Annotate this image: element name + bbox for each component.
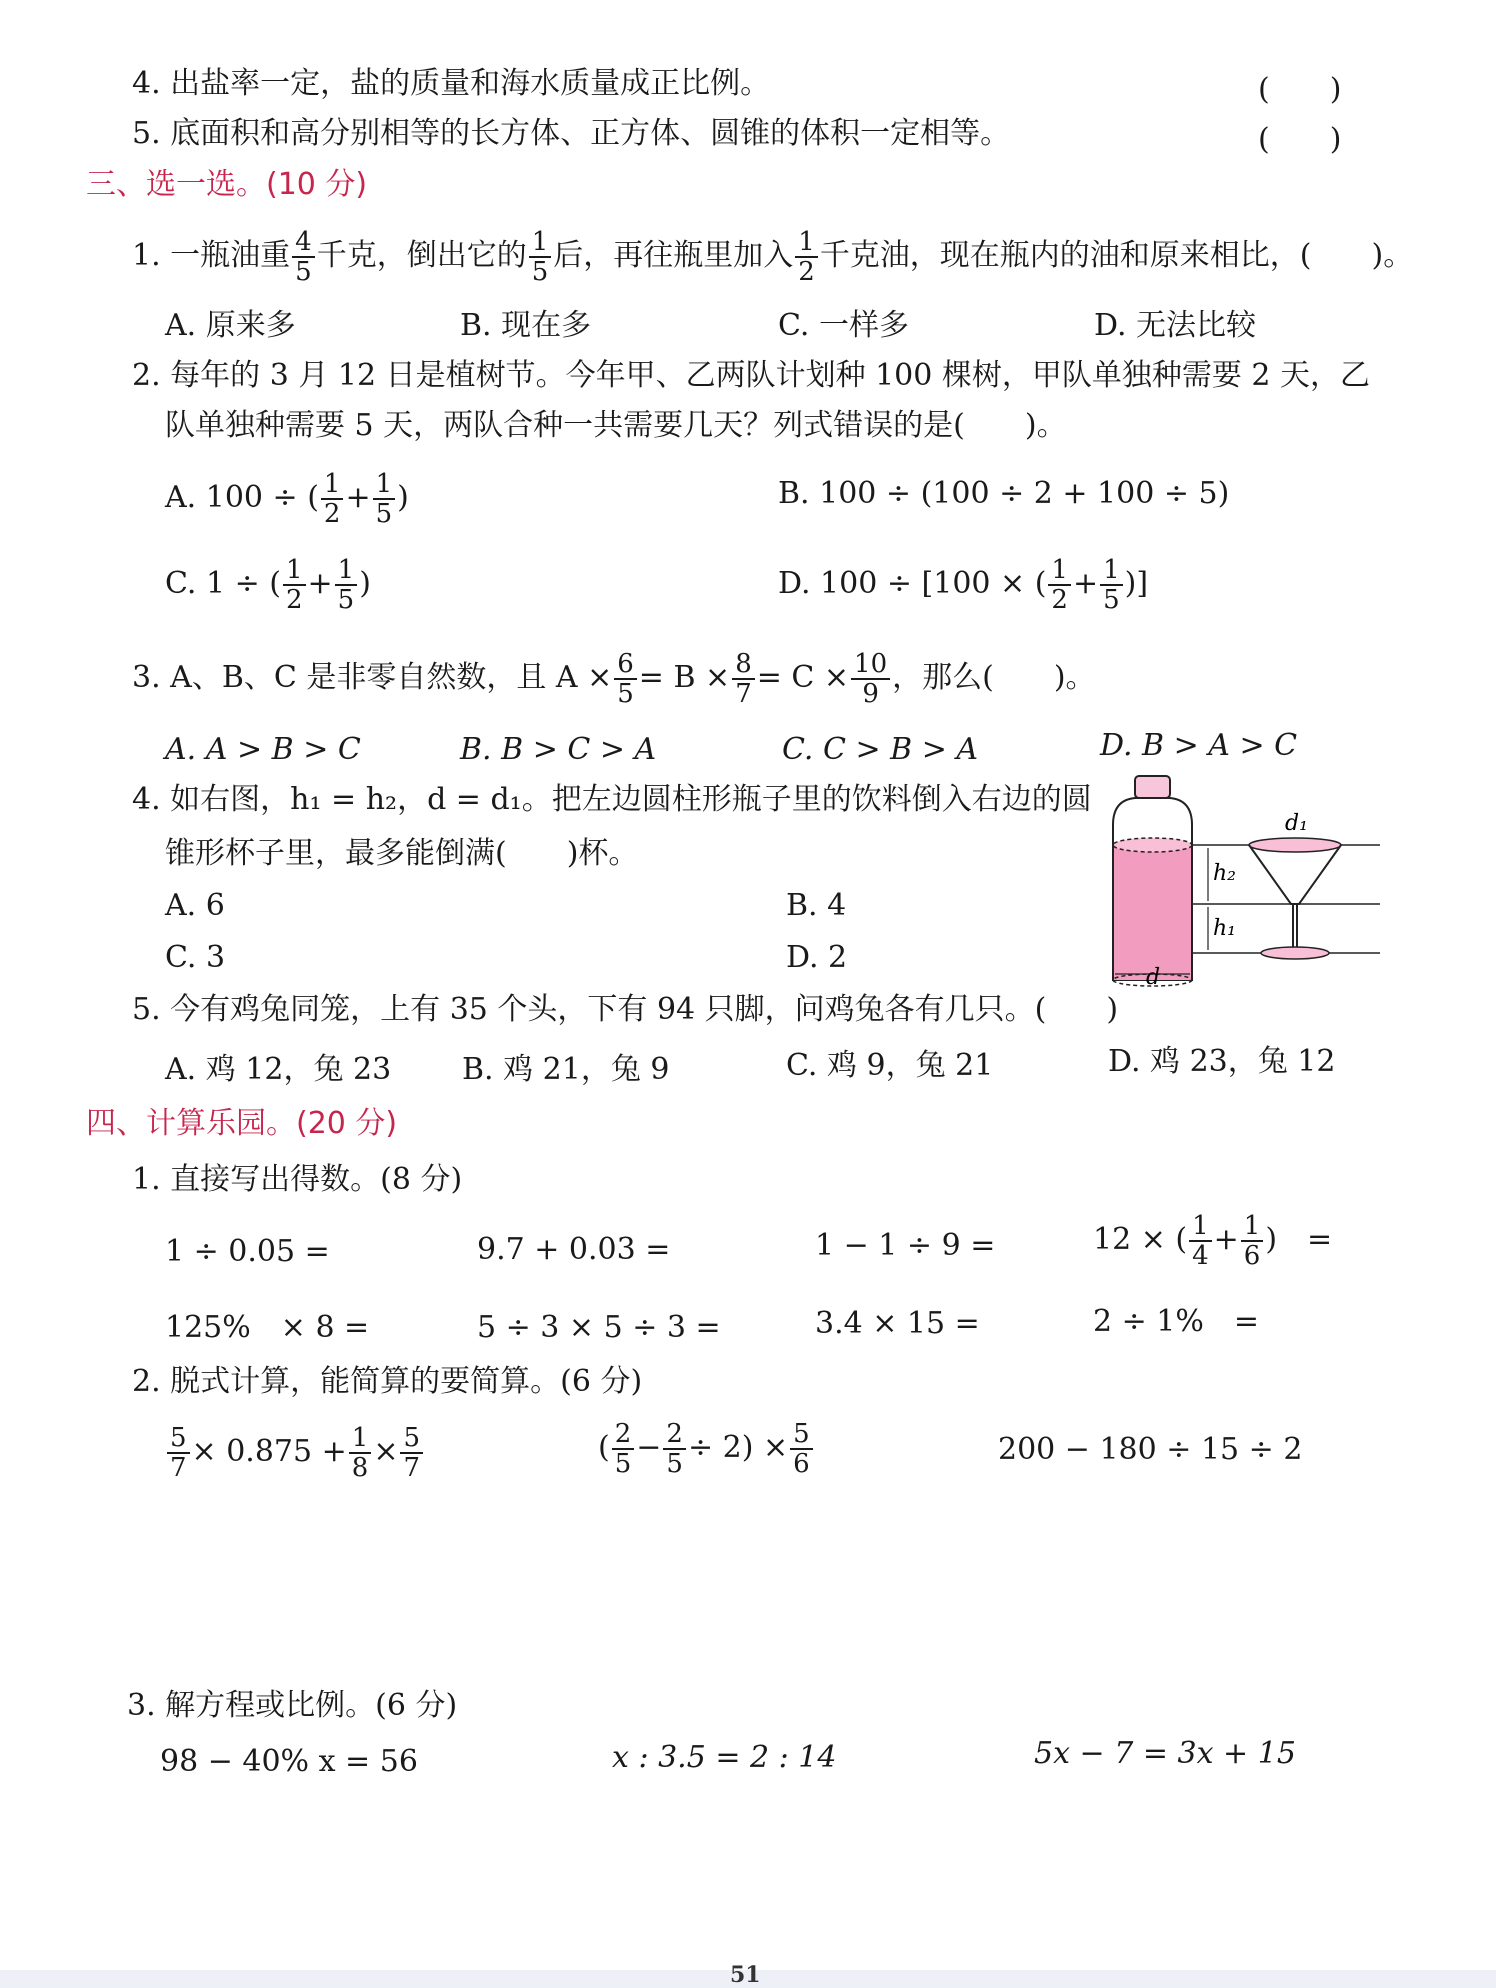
calc-item: 1 − 1 ÷ 9 =: [815, 1228, 996, 1263]
question-3: 3. A、B、C 是非零自然数，且 A × $\frac{6}{5}$ = B × $\frac{8}{7}$ = C × $\frac{10}{9}$ ，那么( )。: [132, 649, 1096, 709]
page-number: 51: [730, 1962, 761, 1988]
calc-item: 3.4 × 15 =: [815, 1306, 980, 1341]
fraction: $\frac{1}{5}$: [373, 470, 396, 528]
fraction: $\frac{1}{5}$: [1100, 556, 1123, 614]
fraction: $\frac{5}{6}$: [790, 1420, 813, 1478]
question-4-line2: 锥形杯子里，最多能倒满( )杯。: [165, 836, 639, 871]
option-c[interactable]: C. C > B > A: [782, 732, 979, 767]
option-d[interactable]: D. 鸡 23，兔 12: [1108, 1044, 1336, 1079]
cup-cone: [1249, 845, 1341, 904]
bottle-cup-figure: [1095, 770, 1385, 990]
option-b[interactable]: B. 100 ÷ (100 ÷ 2 + 100 ÷ 5): [778, 476, 1230, 511]
fraction: $\frac{5}{7}$: [167, 1424, 190, 1482]
calc-item: ( $\frac{2}{5}$ − $\frac{2}{5}$ ÷ 2) × $\frac{5}{6}$: [598, 1420, 815, 1478]
label-h2: h₂: [1213, 861, 1236, 886]
option-b[interactable]: B. 4: [786, 888, 847, 923]
part-2-title: 2. 脱式计算，能简算的要简算。(6 分): [132, 1364, 643, 1399]
option-b[interactable]: B. 鸡 21，兔 9: [462, 1052, 670, 1087]
fraction: $\frac{1}{5}$: [529, 228, 552, 286]
cup-base: [1261, 947, 1329, 959]
question-4-line1: 4. 如右图，h₁ = h₂，d = d₁。把左边圆柱形瓶子里的饮料倒入右边的圆: [132, 782, 1092, 817]
fraction: $\frac{2}{5}$: [612, 1420, 635, 1478]
section-title: 四、计算乐园。(20 分): [86, 1106, 398, 1141]
equation: 5x − 7 = 3x + 15: [1034, 1736, 1296, 1771]
calc-item: 125% × 8 =: [165, 1310, 370, 1345]
fraction: $\frac{1}{2}$: [321, 470, 344, 528]
option-d[interactable]: D. 100 ÷ [100 × ( $\frac{1}{2}$ + $\frac{1}{5}$ )]: [778, 555, 1149, 615]
calc-item: 200 − 180 ÷ 15 ÷ 2: [998, 1432, 1303, 1467]
question-1: 1. 一瓶油重 $\frac{4}{5}$ 千克，倒出它的 $\frac{1}{5}$ 后，再往瓶里加入 $\frac{1}{2}$ 千克油，现在瓶内的油和原来相比，( )。: [132, 227, 1414, 287]
option-d[interactable]: D. B > A > C: [1100, 728, 1298, 763]
judge-q4: 4. 出盐率一定，盐的质量和海水质量成正比例。: [132, 66, 771, 101]
drink-fill: [1113, 845, 1192, 980]
fraction: $\frac{1}{5}$: [335, 556, 358, 614]
option-a[interactable]: A. 100 ÷ ( $\frac{1}{2}$ + $\frac{1}{5}$ ): [165, 469, 409, 529]
option-a[interactable]: A. 6: [165, 888, 225, 923]
equation: x : 3.5 = 2 : 14: [612, 1740, 837, 1775]
fraction: $\frac{4}{5}$: [292, 228, 315, 286]
fraction: $\frac{1}{4}$: [1189, 1212, 1212, 1270]
question-2-line1: 2. 每年的 3 月 12 日是植树节。今年甲、乙两队计划种 100 棵树，甲队单独种需要 2 天，乙: [132, 358, 1371, 393]
question-5: 5. 今有鸡兔同笼，上有 35 个头，下有 94 只脚，问鸡兔各有几只。( ): [132, 992, 1119, 1027]
part-3-title: 3. 解方程或比例。(6 分): [127, 1688, 458, 1723]
option-b[interactable]: B. B > C > A: [460, 732, 657, 767]
label-d: d: [1146, 965, 1161, 990]
answer-paren[interactable]: ( ): [1258, 72, 1342, 107]
judge-q5: 5. 底面积和高分别相等的长方体、正方体、圆锥的体积一定相等。: [132, 116, 1011, 151]
answer-paren[interactable]: ( ): [1258, 122, 1342, 157]
fraction: $\frac{1}{8}$: [349, 1424, 372, 1482]
option-d[interactable]: D. 无法比较: [1094, 308, 1257, 343]
cup-rim: [1249, 838, 1341, 852]
equation: 98 − 40% x = 56: [160, 1744, 418, 1779]
fraction: $\frac{10}{9}$: [851, 650, 890, 708]
calc-item: $\frac{5}{7}$ × 0.875 + $\frac{1}{8}$ × $\frac{5}{7}$: [165, 1424, 425, 1482]
option-a[interactable]: A. 鸡 12，兔 23: [165, 1052, 392, 1087]
calc-item: 12 × ( $\frac{1}{4}$ + $\frac{1}{6}$ ) =: [1093, 1211, 1333, 1271]
part-1-title: 1. 直接写出得数。(8 分): [132, 1162, 463, 1197]
fraction: $\frac{1}{6}$: [1241, 1212, 1264, 1270]
calc-item: 9.7 + 0.03 =: [477, 1232, 671, 1267]
fraction: $\frac{2}{5}$: [663, 1420, 686, 1478]
option-c[interactable]: C. 一样多: [778, 308, 909, 343]
fraction: $\frac{1}{2}$: [283, 556, 306, 614]
option-c[interactable]: C. 鸡 9，兔 21: [786, 1048, 994, 1083]
fraction: $\frac{1}{2}$: [795, 228, 818, 286]
calc-item: 1 ÷ 0.05 =: [165, 1234, 330, 1269]
option-b[interactable]: B. 现在多: [460, 308, 592, 343]
fraction: $\frac{8}{7}$: [732, 650, 755, 708]
option-c[interactable]: C. 1 ÷ ( $\frac{1}{2}$ + $\frac{1}{5}$ ): [165, 555, 371, 615]
option-c[interactable]: C. 3: [165, 940, 226, 975]
drink-surface: [1113, 838, 1192, 852]
fraction: $\frac{5}{7}$: [400, 1424, 423, 1482]
section-title: 三、选一选。(10 分): [86, 167, 368, 202]
calc-item: 5 ÷ 3 × 5 ÷ 3 =: [477, 1310, 721, 1345]
question-2-line2: 队单独种需要 5 天，两队合种一共需要几天？列式错误的是( )。: [165, 408, 1067, 443]
fraction: $\frac{1}{2}$: [1048, 556, 1071, 614]
label-h1: h₁: [1213, 916, 1236, 941]
option-a[interactable]: A. A > B > C: [165, 732, 361, 767]
fraction: $\frac{6}{5}$: [614, 650, 637, 708]
calc-item: 2 ÷ 1% =: [1093, 1304, 1260, 1339]
option-d[interactable]: D. 2: [786, 940, 848, 975]
option-a[interactable]: A. 原来多: [165, 308, 296, 343]
bottle-cap: [1135, 776, 1170, 798]
label-d1: d₁: [1285, 811, 1308, 836]
